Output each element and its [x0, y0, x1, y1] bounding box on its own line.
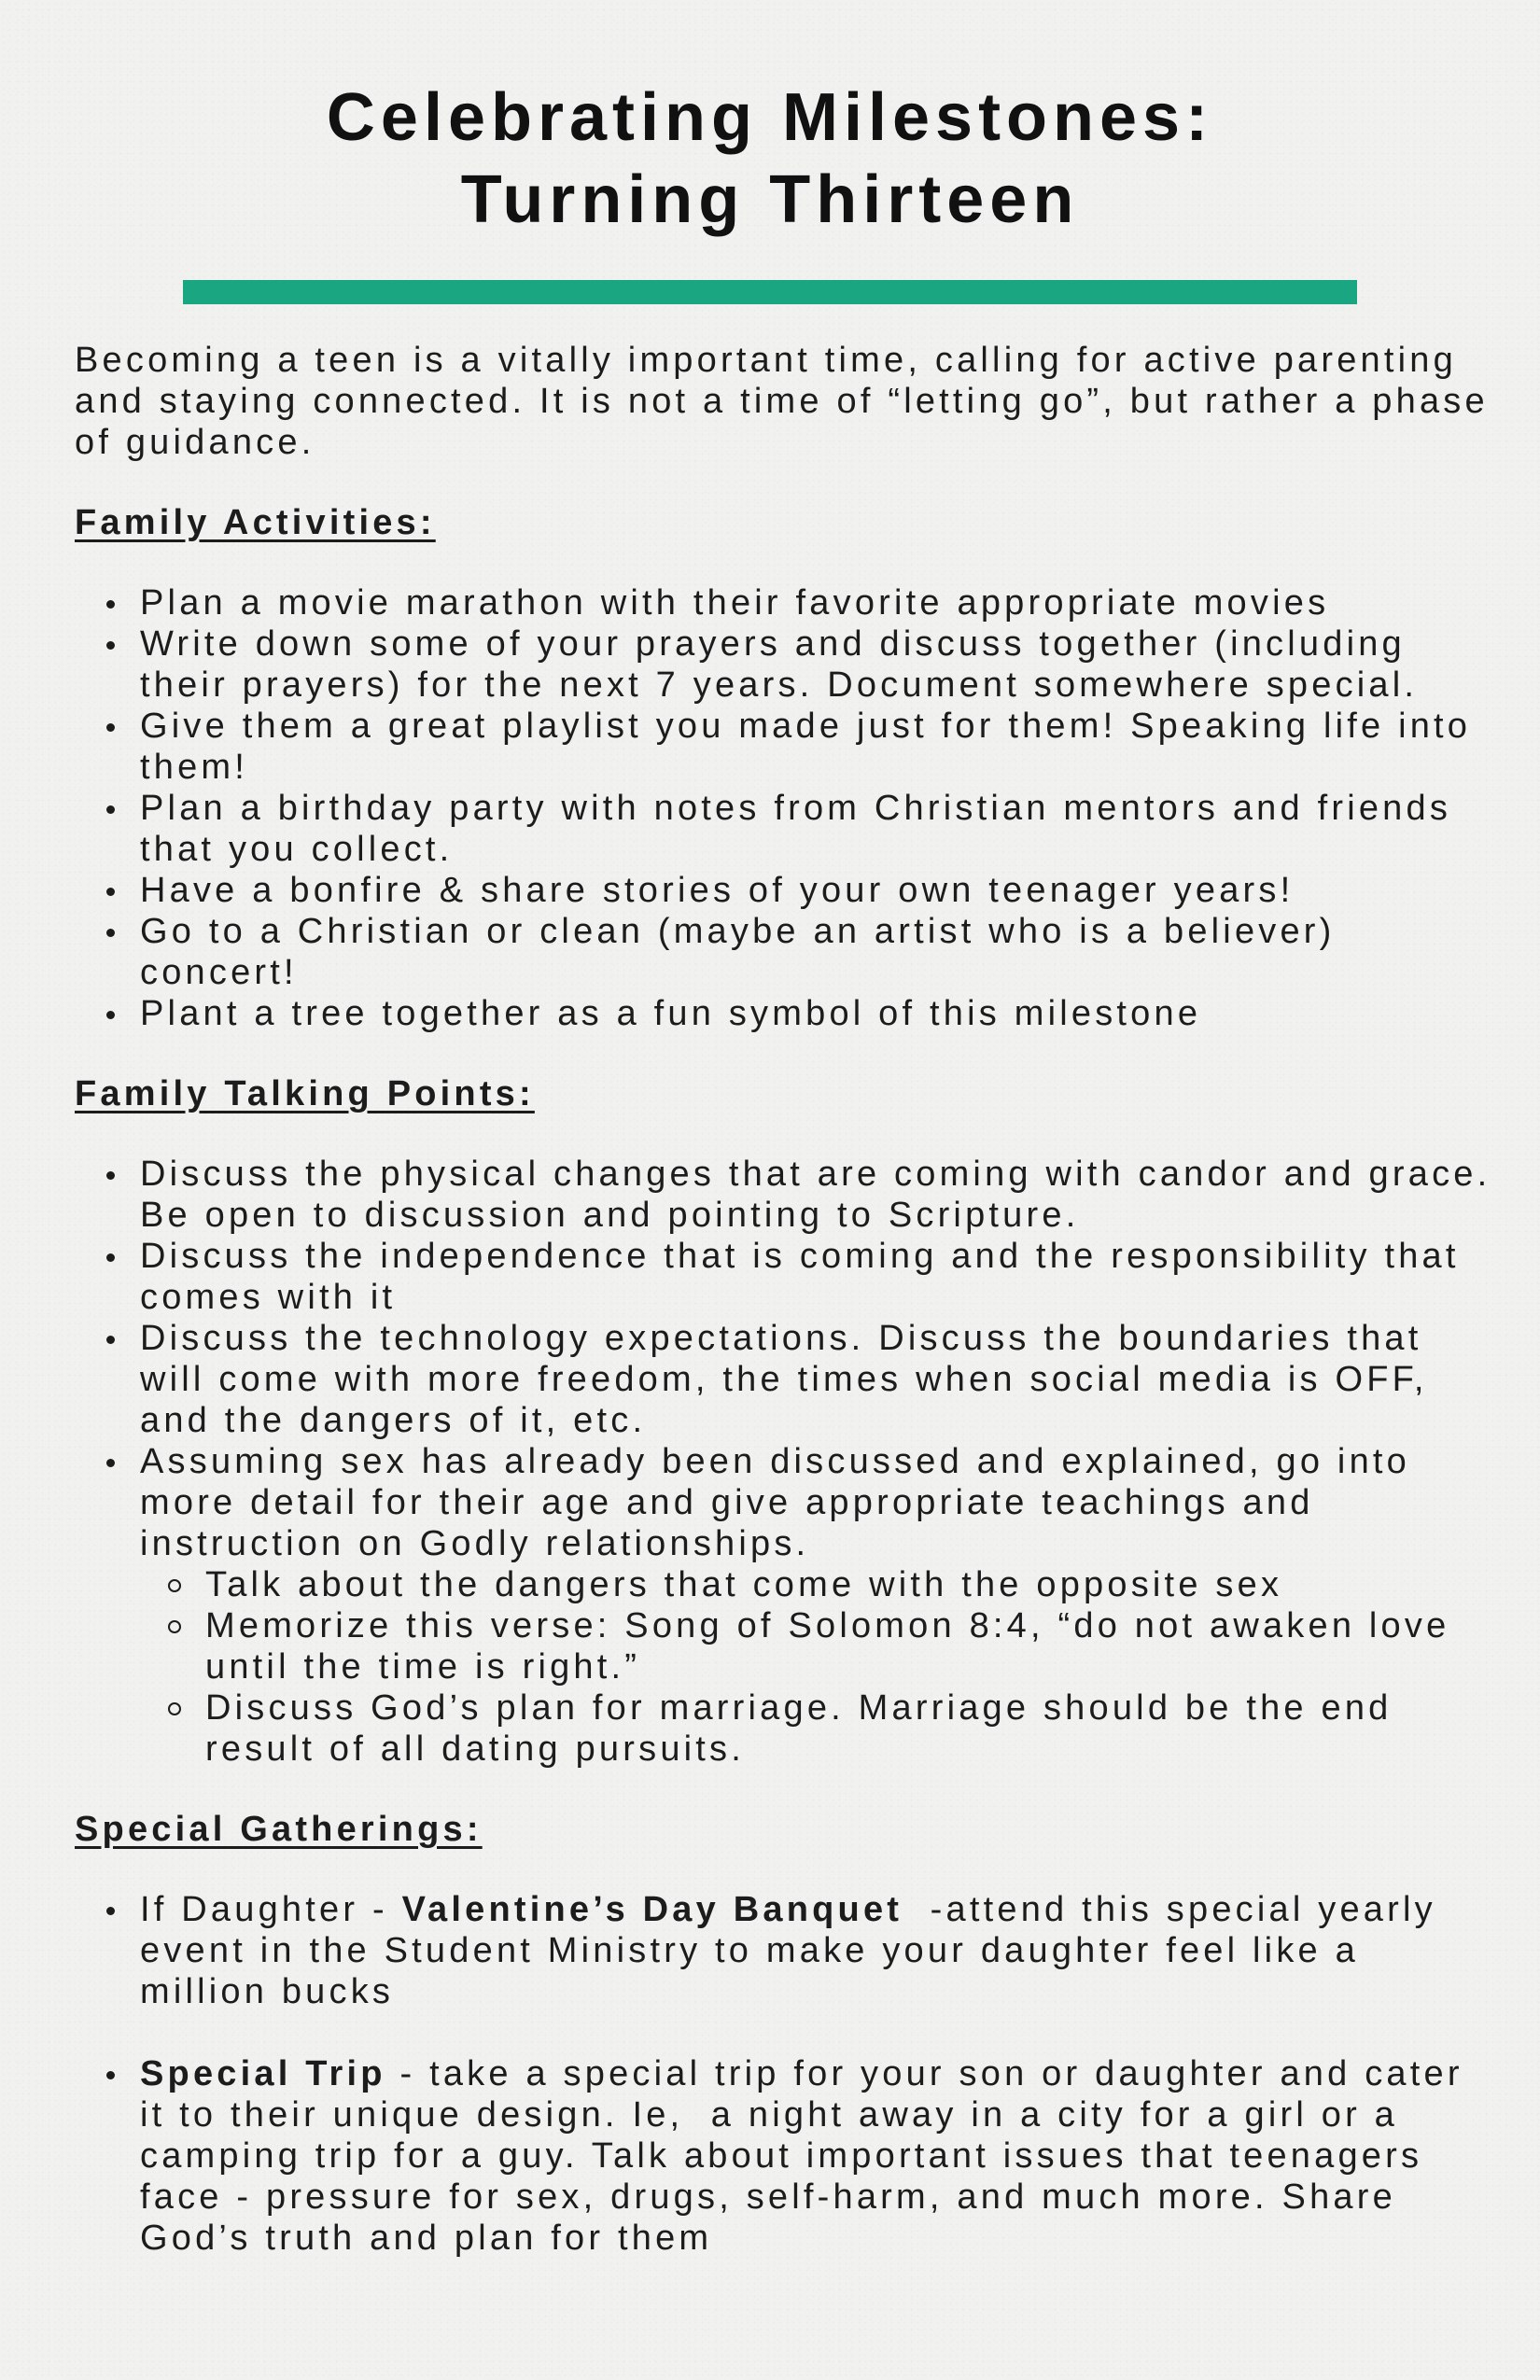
list-item-special-trip [75, 2053, 1493, 2259]
item-description: - take a special trip for your son or daughter and cater it to their unique design. Ie, a night away in a city for a girl or a camping trip for a guy. Talk about important issues that teenagers face - pressure for sex, drugs, self-harm, and much more. Share God’s truth and plan for them [140, 2054, 1477, 2258]
list-item: Have a bonfire & share stories of your own teenager years! [75, 870, 1493, 911]
family-activities-heading: Family Activities: [75, 503, 436, 542]
title-divider [183, 280, 1357, 304]
intro-paragraph: Becoming a teen is a vitally important time, calling for active parenting and staying connected. It is not a time of “letting go”, but rather a phase of guidance. [75, 341, 1489, 462]
family-talking-points-list [75, 1154, 1493, 1770]
list-item-text: Assuming sex has already been discussed and explained, go into more detail for their age and give appropriate teachings and instruction on Godly relationships. [140, 1442, 1410, 1563]
document-body [75, 340, 1493, 2259]
item-description: -attend this special yearly event in the Student Ministry to make your daughter feel like a million bucks [140, 1890, 1450, 2011]
sub-list-item: Discuss God’s plan for marriage. Marriage should be the end result of all dating pursuits. [140, 1687, 1493, 1770]
list-item: Plan a birthday party with notes from Christian mentors and friends that you collect. [75, 788, 1493, 870]
item-prefix: If Daughter - [140, 1890, 402, 1929]
item-bold-title: Valentine’s Day Banquet [401, 1890, 903, 1929]
list-item: Discuss the physical changes that are coming with candor and grace. Be open to discussion and pointing to Scripture. [75, 1154, 1493, 1236]
list-item: Discuss the independence that is coming and the responsibility that comes with it [75, 1236, 1493, 1318]
family-activities-list [75, 582, 1493, 1034]
sub-list-item: Memorize this verse: Song of Solomon 8:4, “do not awaken love until the time is right.” [140, 1605, 1493, 1687]
page-title [0, 77, 1540, 241]
title-line-1: Celebrating Milestones: [326, 80, 1214, 155]
list-item: Discuss the technology expectations. Discuss the boundaries that will come with more freedom, the times when social media is OFF, and the dangers of it, etc. [75, 1318, 1493, 1441]
list-item: Go to a Christian or clean (maybe an artist who is a believer) concert! [75, 911, 1493, 993]
title-line-2: Turning Thirteen [460, 162, 1080, 237]
list-item: Plant a tree together as a fun symbol of this milestone [75, 993, 1493, 1034]
family-talking-points-heading: Family Talking Points: [75, 1074, 535, 1113]
list-item: Plan a movie marathon with their favorite appropriate movies [75, 582, 1493, 623]
special-gatherings-list [75, 1889, 1493, 2259]
list-item [75, 1441, 1493, 1770]
list-item-valentines-banquet [75, 1889, 1493, 2012]
sub-list [140, 1564, 1493, 1770]
special-gatherings-heading: Special Gatherings: [75, 1810, 483, 1849]
sub-list-item: Talk about the dangers that come with the opposite sex [140, 1564, 1493, 1605]
list-item: Give them a great playlist you made just for them! Speaking life into them! [75, 706, 1493, 788]
list-item: Write down some of your prayers and discuss together (including their prayers) for the next 7 years. Document somewhere special. [75, 623, 1493, 706]
item-bold-title: Special Trip [140, 2054, 386, 2093]
